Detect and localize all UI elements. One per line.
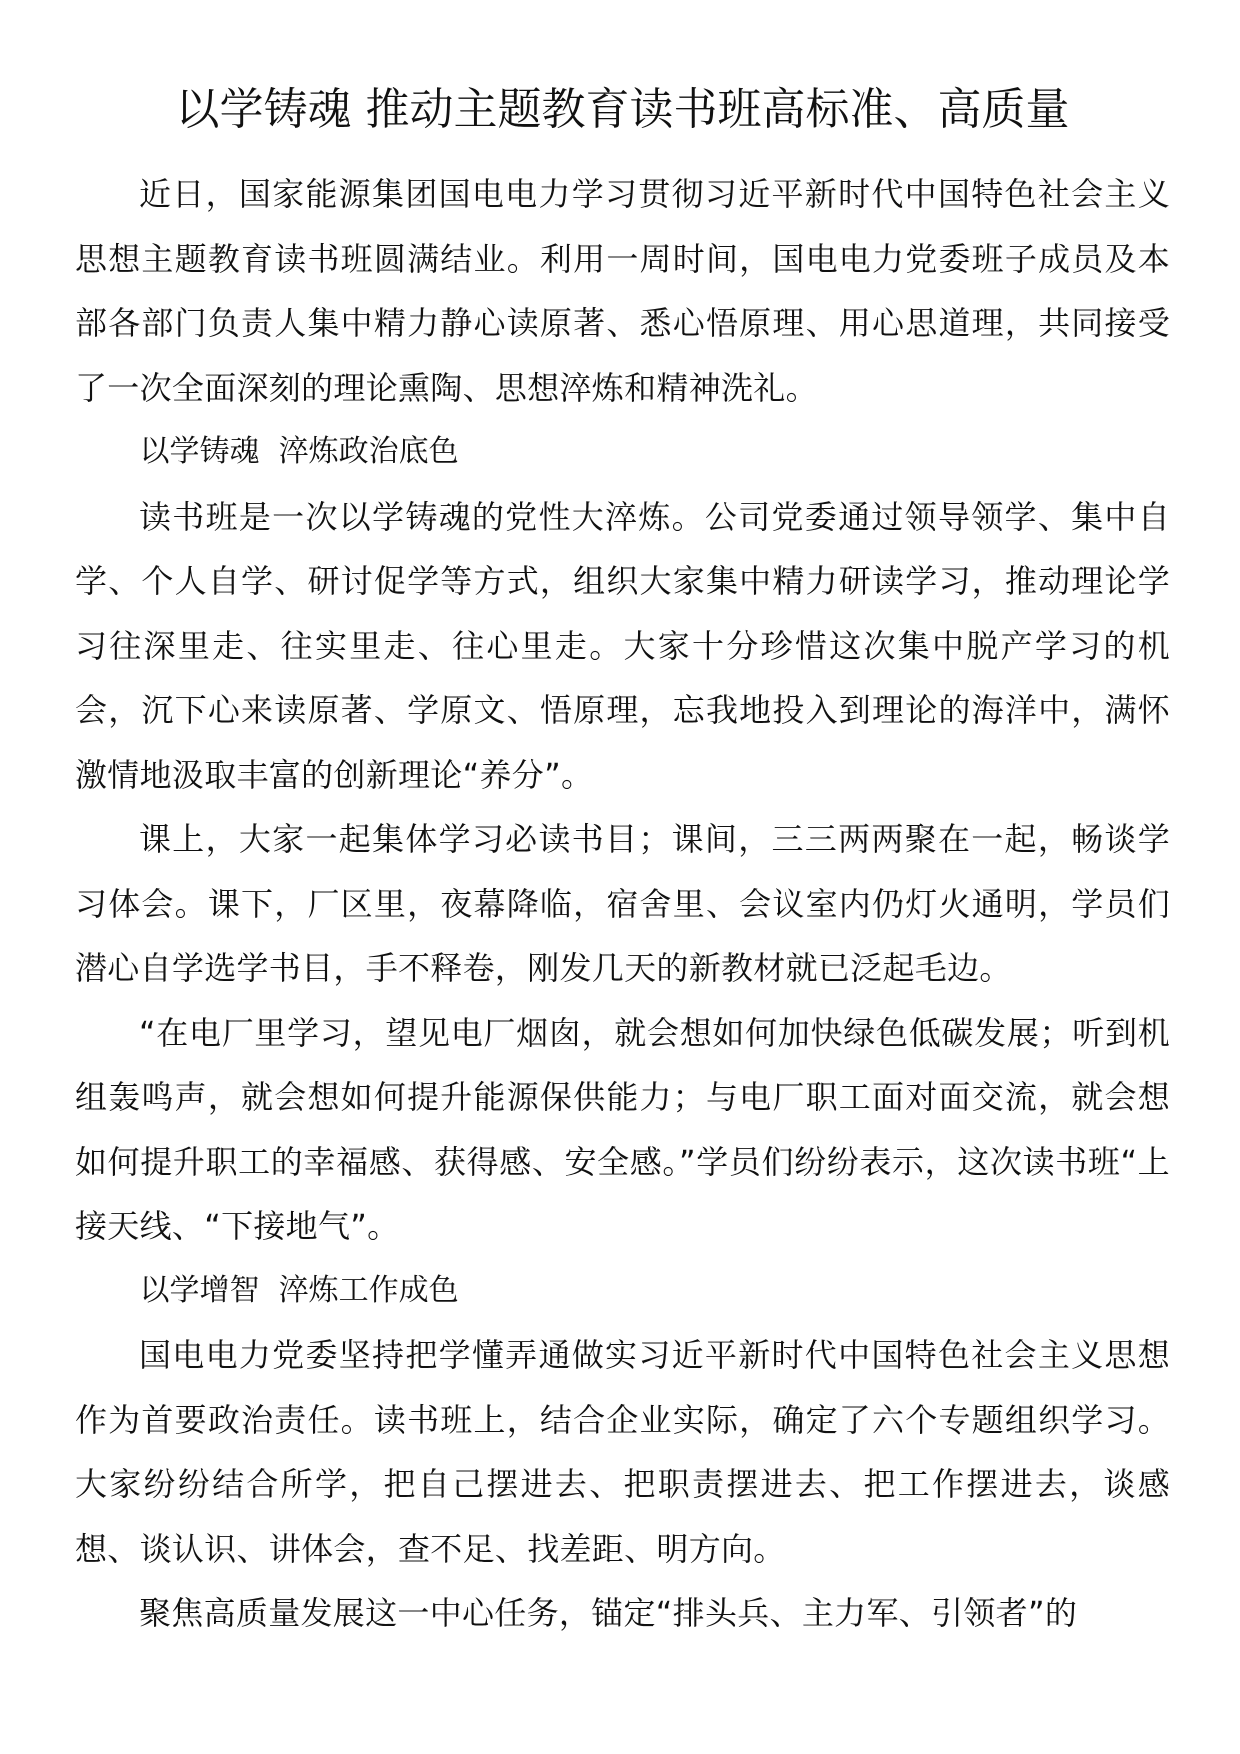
- section-heading-2: 以学增智 淬炼工作成色: [139, 1272, 459, 1308]
- paragraph-class-activities: 课上，大家一起集体学习必读书目；课间，三三两两聚在一起，畅谈学习体会。课下，厂区里，夜幕降临，宿舍里、会议室内仍灯火通明，学员们潜心自学选学书目，手不释卷，刚发几天的新教材就已泛起毛边。: [75, 820, 1170, 987]
- paragraph-quote: “在电厂里学习，望见电厂烟囱，就会想如何加快绿色低碳发展；听到机组轰鸣声，就会想如何提升能源保供能力；与电厂职工面对面交流，就会想如何提升职工的幸福感、获得感、安全感。”学员们纷纷表示，这次读书班“上接天线、“下接地气”。: [75, 1013, 1170, 1245]
- paragraph-development: 聚焦高质量发展这一中心任务，锚定“排头兵、主力军、引领者”的: [139, 1594, 1078, 1632]
- document-title: 以学铸魂 推动主题教育读书班高标准、高质量: [175, 84, 1070, 135]
- section-heading-1: 以学铸魂 淬炼政治底色: [139, 434, 459, 469]
- paragraph-reading-class: 读书班是一次以学铸魂的党性大淬炼。公司党委通过领导领学、集中自学、个人自学、研讨促学等方式，组织大家集中精力研读学习，推动理论学习往深里走、往实里走、往心里走。大家十分珍惜这次集中脱产学习的机会，沉下心来读原著、学原文、悟原理，忘我地投入到理论的海洋中，满怀激情地汲取丰富的创新理论“养分”。: [75, 497, 1170, 794]
- paragraph-party-committee: 国电电力党委坚持把学懂弄通做实习近平新时代中国特色社会主义思想作为首要政治责任。读书班上，结合企业实际，确定了六个专题组织学习。大家纷纷结合所学，把自己摆进去、把职责摆进去、把工作摆进去，谈感想、谈认识、讲体会，查不足、找差距、明方向。: [75, 1336, 1170, 1568]
- paragraph-intro: 近日，国家能源集团国电电力学习贯彻习近平新时代中国特色社会主义思想主题教育读书班圆满结业。利用一周时间，国电电力党委班子成员及本部各部门负责人集中精力静心读原著、悉心悟原理、用心思道理，共同接受了一次全面深刻的理论熏陶、思想淬炼和精神洗礼。: [75, 175, 1170, 407]
